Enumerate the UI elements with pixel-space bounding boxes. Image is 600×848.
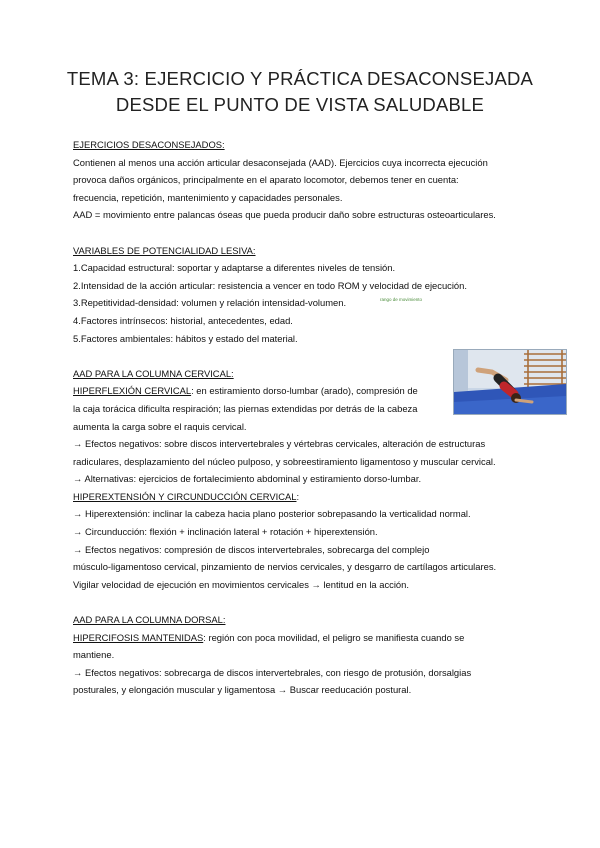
section-ejercicios-desaconsejados xyxy=(73,136,533,224)
paragraph-line: músculo-ligamentoso cervical, pinzamiento de nervios cervicales, y desgarro de cartílagos articulares. xyxy=(73,561,497,573)
paragraph-line: provoca daños orgánicos, principalmente en el aparato locomotor, debemos tener en cuenta: xyxy=(73,174,459,186)
list-item: 5.Factores ambientales: hábitos y estado del material. xyxy=(73,332,298,344)
spacer xyxy=(73,593,533,611)
section-columna-dorsal xyxy=(73,611,533,699)
paragraph-line: → Hiperextensión: inclinar la cabeza hacia plano posterior sobrepasando la verticalidad normal. xyxy=(73,508,471,520)
section-variables-potencialidad xyxy=(73,242,533,348)
subsection-heading: HIPEREXTENSIÓN Y CIRCUNDUCCIÓN CERVICAL xyxy=(73,490,297,502)
subsection-heading: HIPERFLEXIÓN CERVICAL xyxy=(73,385,192,397)
section-heading: EJERCICIOS DESACONSEJADOS: xyxy=(73,139,225,150)
paragraph-line: mantiene. xyxy=(73,649,115,661)
margin-note: rango de movimiento xyxy=(380,297,423,303)
title-line-1: TEMA 3: EJERCICIO Y PRÁCTICA DESACONSEJADA xyxy=(66,68,534,89)
document-body xyxy=(73,136,533,699)
paragraph-line: Contienen al menos una acción articular desaconsejada (AAD). Ejercicios cuya incorrecta ejecución xyxy=(73,156,488,168)
plough-pose-illustration xyxy=(454,350,566,414)
paragraph-line: AAD = movimiento entre palancas óseas que pueda producir daño sobre estructuras osteoarticulares. xyxy=(73,209,496,221)
list-item-text: 3.Repetitividad-densidad: volumen y relación intensidad-volumen. xyxy=(73,297,347,309)
paragraph-line: frecuencia, repetición, mantenimiento y capacidades personales. xyxy=(73,191,343,203)
section-heading: AAD PARA LA COLUMNA DORSAL: xyxy=(73,614,226,626)
title-line-2: DESDE EL PUNTO DE VISTA SALUDABLE xyxy=(115,94,485,115)
plough-pose-photo xyxy=(453,349,567,415)
paragraph-line: aumenta la carga sobre el raquis cervical. xyxy=(73,420,247,432)
spacer xyxy=(73,224,533,242)
paragraph-line: la caja torácica dificulta respiración; las piernas extendidas por detrás de la cabeza xyxy=(73,402,418,414)
section-columna-cervical xyxy=(73,365,533,594)
section-heading: VARIABLES DE POTENCIALIDAD LESIVA: xyxy=(73,244,256,256)
subsection-line xyxy=(73,488,533,506)
paragraph-line: radiculares, desplazamiento del núcleo pulposo, y sobreestiramiento ligamentoso y muscular cervical. xyxy=(73,455,496,467)
paragraph-line: posturales, y elongación muscular y ligamentosa → Buscar reeducación postural. xyxy=(73,684,412,696)
paragraph-line: Vigilar velocidad de ejecución en movimientos cervicales → lentitud en la acción. xyxy=(73,578,409,590)
page-title xyxy=(40,66,560,118)
list-item xyxy=(73,294,533,312)
section-heading: AAD PARA LA COLUMNA CERVICAL: xyxy=(73,367,234,379)
list-item: 1.Capacidad estructural: soportar y adaptarse a diferentes niveles de tensión. xyxy=(73,262,396,274)
paragraph-line: → Circunducción: flexión + inclinación lateral + rotación + hiperextensión. xyxy=(73,526,378,538)
paragraph-line: → Efectos negativos: compresión de discos intervertebrales, sobrecarga del complejo xyxy=(73,543,430,555)
paragraph-line: → Alternativas: ejercicios de fortalecimiento abdominal y estiramiento dorso-lumbar. xyxy=(73,473,422,485)
paragraph-line: → Efectos negativos: sobre discos intervertebrales y vértebras cervicales, alteración de estructuras xyxy=(73,438,486,450)
paragraph-line: → Efectos negativos: sobrecarga de discos intervertebrales, con riesgo de protusión, dorsalgias xyxy=(73,666,472,678)
subsection-line xyxy=(73,629,533,647)
list-item: 4.Factores intrínsecos: historial, antecedentes, edad. xyxy=(73,314,293,326)
subsection-text: : xyxy=(296,490,300,502)
subsection-heading: HIPERCIFOSIS MANTENIDAS xyxy=(73,631,204,643)
list-item: 2.Intensidad de la acción articular: resistencia a vencer en todo ROM y velocidad de ejecución. xyxy=(73,279,467,291)
subsection-text: : región con poca movilidad, el peligro se manifiesta cuando se xyxy=(203,631,465,643)
subsection-text: : en estiramiento dorso-lumbar (arado), compresión de xyxy=(191,385,418,397)
